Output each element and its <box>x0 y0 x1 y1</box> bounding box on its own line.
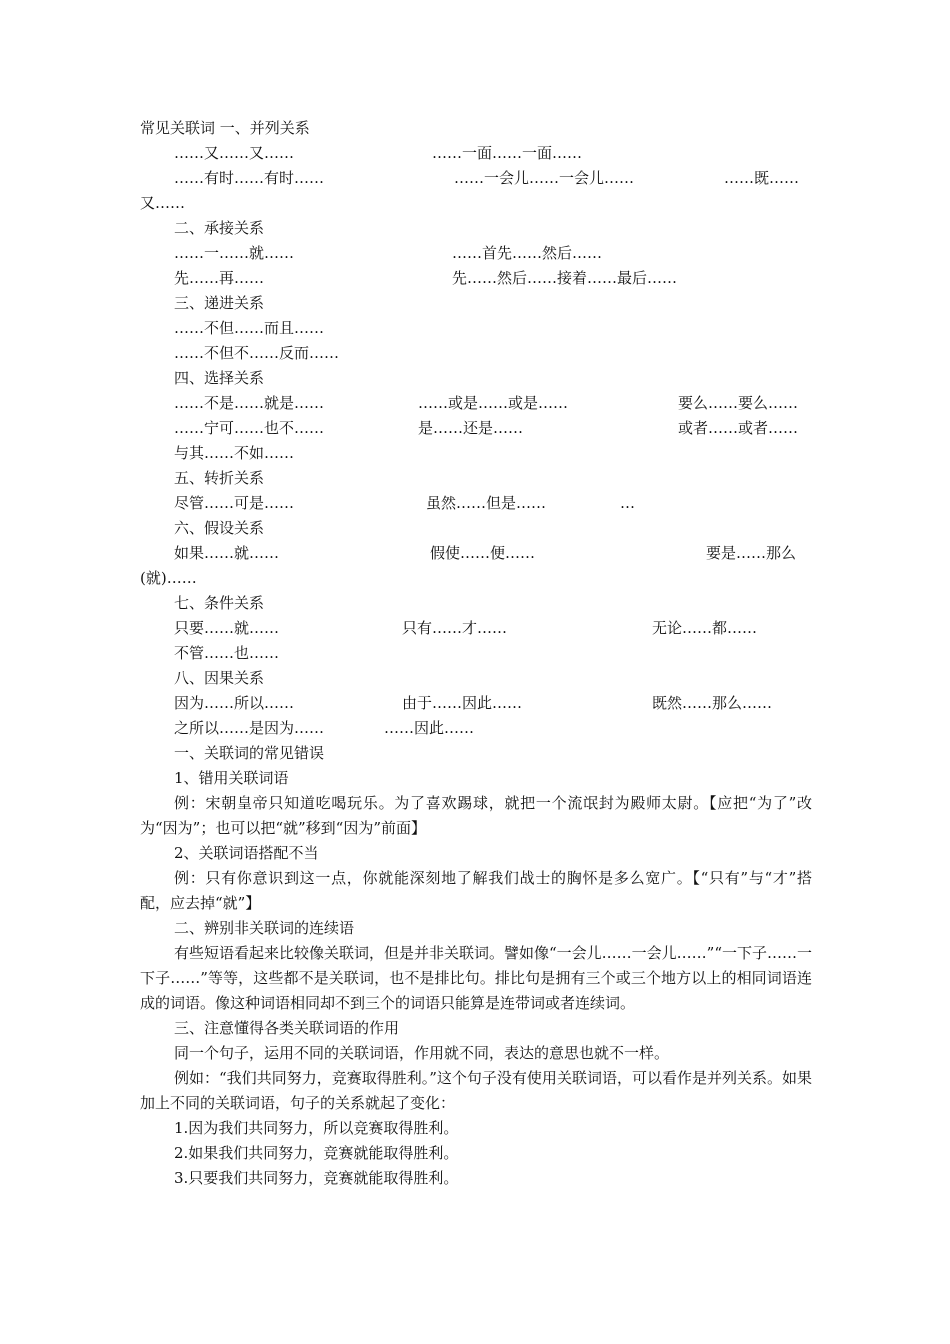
phrase: 之所以……是因为…… <box>174 719 325 737</box>
phrase: 要是……那么 <box>706 544 797 562</box>
xuanze-row-1 <box>140 391 812 416</box>
phrase: ……有时……有时…… <box>174 169 325 187</box>
phrase: … <box>620 494 635 512</box>
body-paragraph: 同一个句子，运用不同的关联词语，作用就不同，表达的意思也就不一样。 <box>174 1044 670 1062</box>
phrase: ……又……又…… <box>174 144 295 162</box>
subsection-heading: 1、错用关联词语 <box>174 769 289 787</box>
section-heading: 五、转折关系 <box>174 469 265 487</box>
phrase: 是……还是…… <box>418 419 524 437</box>
chengjie-row-2 <box>140 266 812 291</box>
phrase: 或者……或者…… <box>678 419 799 437</box>
section-heading: 六、假设关系 <box>174 519 265 537</box>
phrase: 只要……就…… <box>174 619 280 637</box>
phrase: ……或是……或是…… <box>418 394 569 412</box>
yinguo-row-2 <box>140 716 812 741</box>
phrase: 因为……所以…… <box>174 694 295 712</box>
section-heading: 二、辨别非关联词的连续语 <box>174 919 355 937</box>
zhuanzhe-row-1 <box>140 491 812 516</box>
body-paragraph: 有些短语看起来比较像关联词，但是并非关联词。譬如像“一会儿……一会儿……”“一下子……一下子……”等等，这些都不是关联词，也不是排比句。排比句是拥有三个或三个地方以上的相同词语连成的词语。像这种词语相同却不到三个的词语只能算是连带词或者连续词。 <box>140 944 813 1012</box>
phrase: 尽管……可是…… <box>174 494 295 512</box>
phrase: 要么……要么…… <box>678 394 799 412</box>
phrase: ……一面……一面…… <box>432 144 583 162</box>
phrase: 虽然……但是…… <box>426 494 547 512</box>
bingl-row-1 <box>140 141 812 166</box>
section-heading: 七、条件关系 <box>174 594 265 612</box>
xuanze-row-3: 与其……不如…… <box>174 444 295 462</box>
list-item: 2.如果我们共同努力，竞赛就能取得胜利。 <box>174 1144 459 1162</box>
section-heading: 八、因果关系 <box>174 669 265 687</box>
doc-title: 常见关联词 一、并列关系 <box>140 119 310 137</box>
phrase: ……一会儿……一会儿…… <box>454 169 635 187</box>
jiashe-row-1-cont: (就)…… <box>140 569 197 587</box>
tiaojian-row-1 <box>140 616 812 641</box>
phrase: ……因此…… <box>384 719 475 737</box>
phrase: 先……然后……接着……最后…… <box>452 269 678 287</box>
example-paragraph: 例：只有你意识到这一点，你就能深刻地了解我们战士的胸怀是多么宽广。【“只有”与“才”搭配，应去掉“就”】 <box>140 869 812 912</box>
phrase: 既然……那么…… <box>652 694 773 712</box>
phrase: ……不是……就是…… <box>174 394 325 412</box>
section-heading: 一、关联词的常见错误 <box>174 744 325 762</box>
subsection-heading: 2、关联词语搭配不当 <box>174 844 319 862</box>
phrase: 假使……便…… <box>430 544 536 562</box>
phrase: ……既…… <box>724 169 800 187</box>
chengjie-row-1 <box>140 241 812 266</box>
list-item: 1.因为我们共同努力，所以竞赛取得胜利。 <box>174 1119 459 1137</box>
body-paragraph: 例如：“我们共同努力，竞赛取得胜利。”这个句子没有使用关联词语，可以看作是并列关系。如果加上不同的关联词语，句子的关系就起了变化： <box>140 1069 812 1112</box>
bingl-row-2-cont: 又…… <box>140 194 186 212</box>
dijin-row-1: ……不但……而且…… <box>174 319 325 337</box>
phrase: 如果……就…… <box>174 544 280 562</box>
phrase: ……首先……然后…… <box>452 244 603 262</box>
section-heading: 二、承接关系 <box>174 219 265 237</box>
xuanze-row-2 <box>140 416 812 441</box>
section-heading: 三、递进关系 <box>174 294 265 312</box>
list-item: 3.只要我们共同努力，竞赛就能取得胜利。 <box>174 1169 459 1187</box>
phrase: 无论……都…… <box>652 619 758 637</box>
phrase: 由于……因此…… <box>402 694 523 712</box>
dijin-row-2: ……不但不……反而…… <box>174 344 340 362</box>
section-heading: 四、选择关系 <box>174 369 265 387</box>
phrase: ……宁可……也不…… <box>174 419 325 437</box>
example-paragraph: 例：宋朝皇帝只知道吃喝玩乐。为了喜欢踢球，就把一个流氓封为殿师太尉。【应把“为了”改为“因为”；也可以把“就”移到“因为”前面】 <box>140 794 812 837</box>
jiashe-row-1 <box>140 541 812 566</box>
phrase: ……一……就…… <box>174 244 295 262</box>
bingl-row-2 <box>140 166 812 191</box>
section-heading: 三、注意懂得各类关联词语的作用 <box>174 1019 400 1037</box>
document-body <box>140 116 812 1191</box>
phrase: 先……再…… <box>174 269 265 287</box>
yinguo-row-1 <box>140 691 812 716</box>
tiaojian-row-2: 不管……也…… <box>174 644 280 662</box>
phrase: 只有……才…… <box>402 619 508 637</box>
